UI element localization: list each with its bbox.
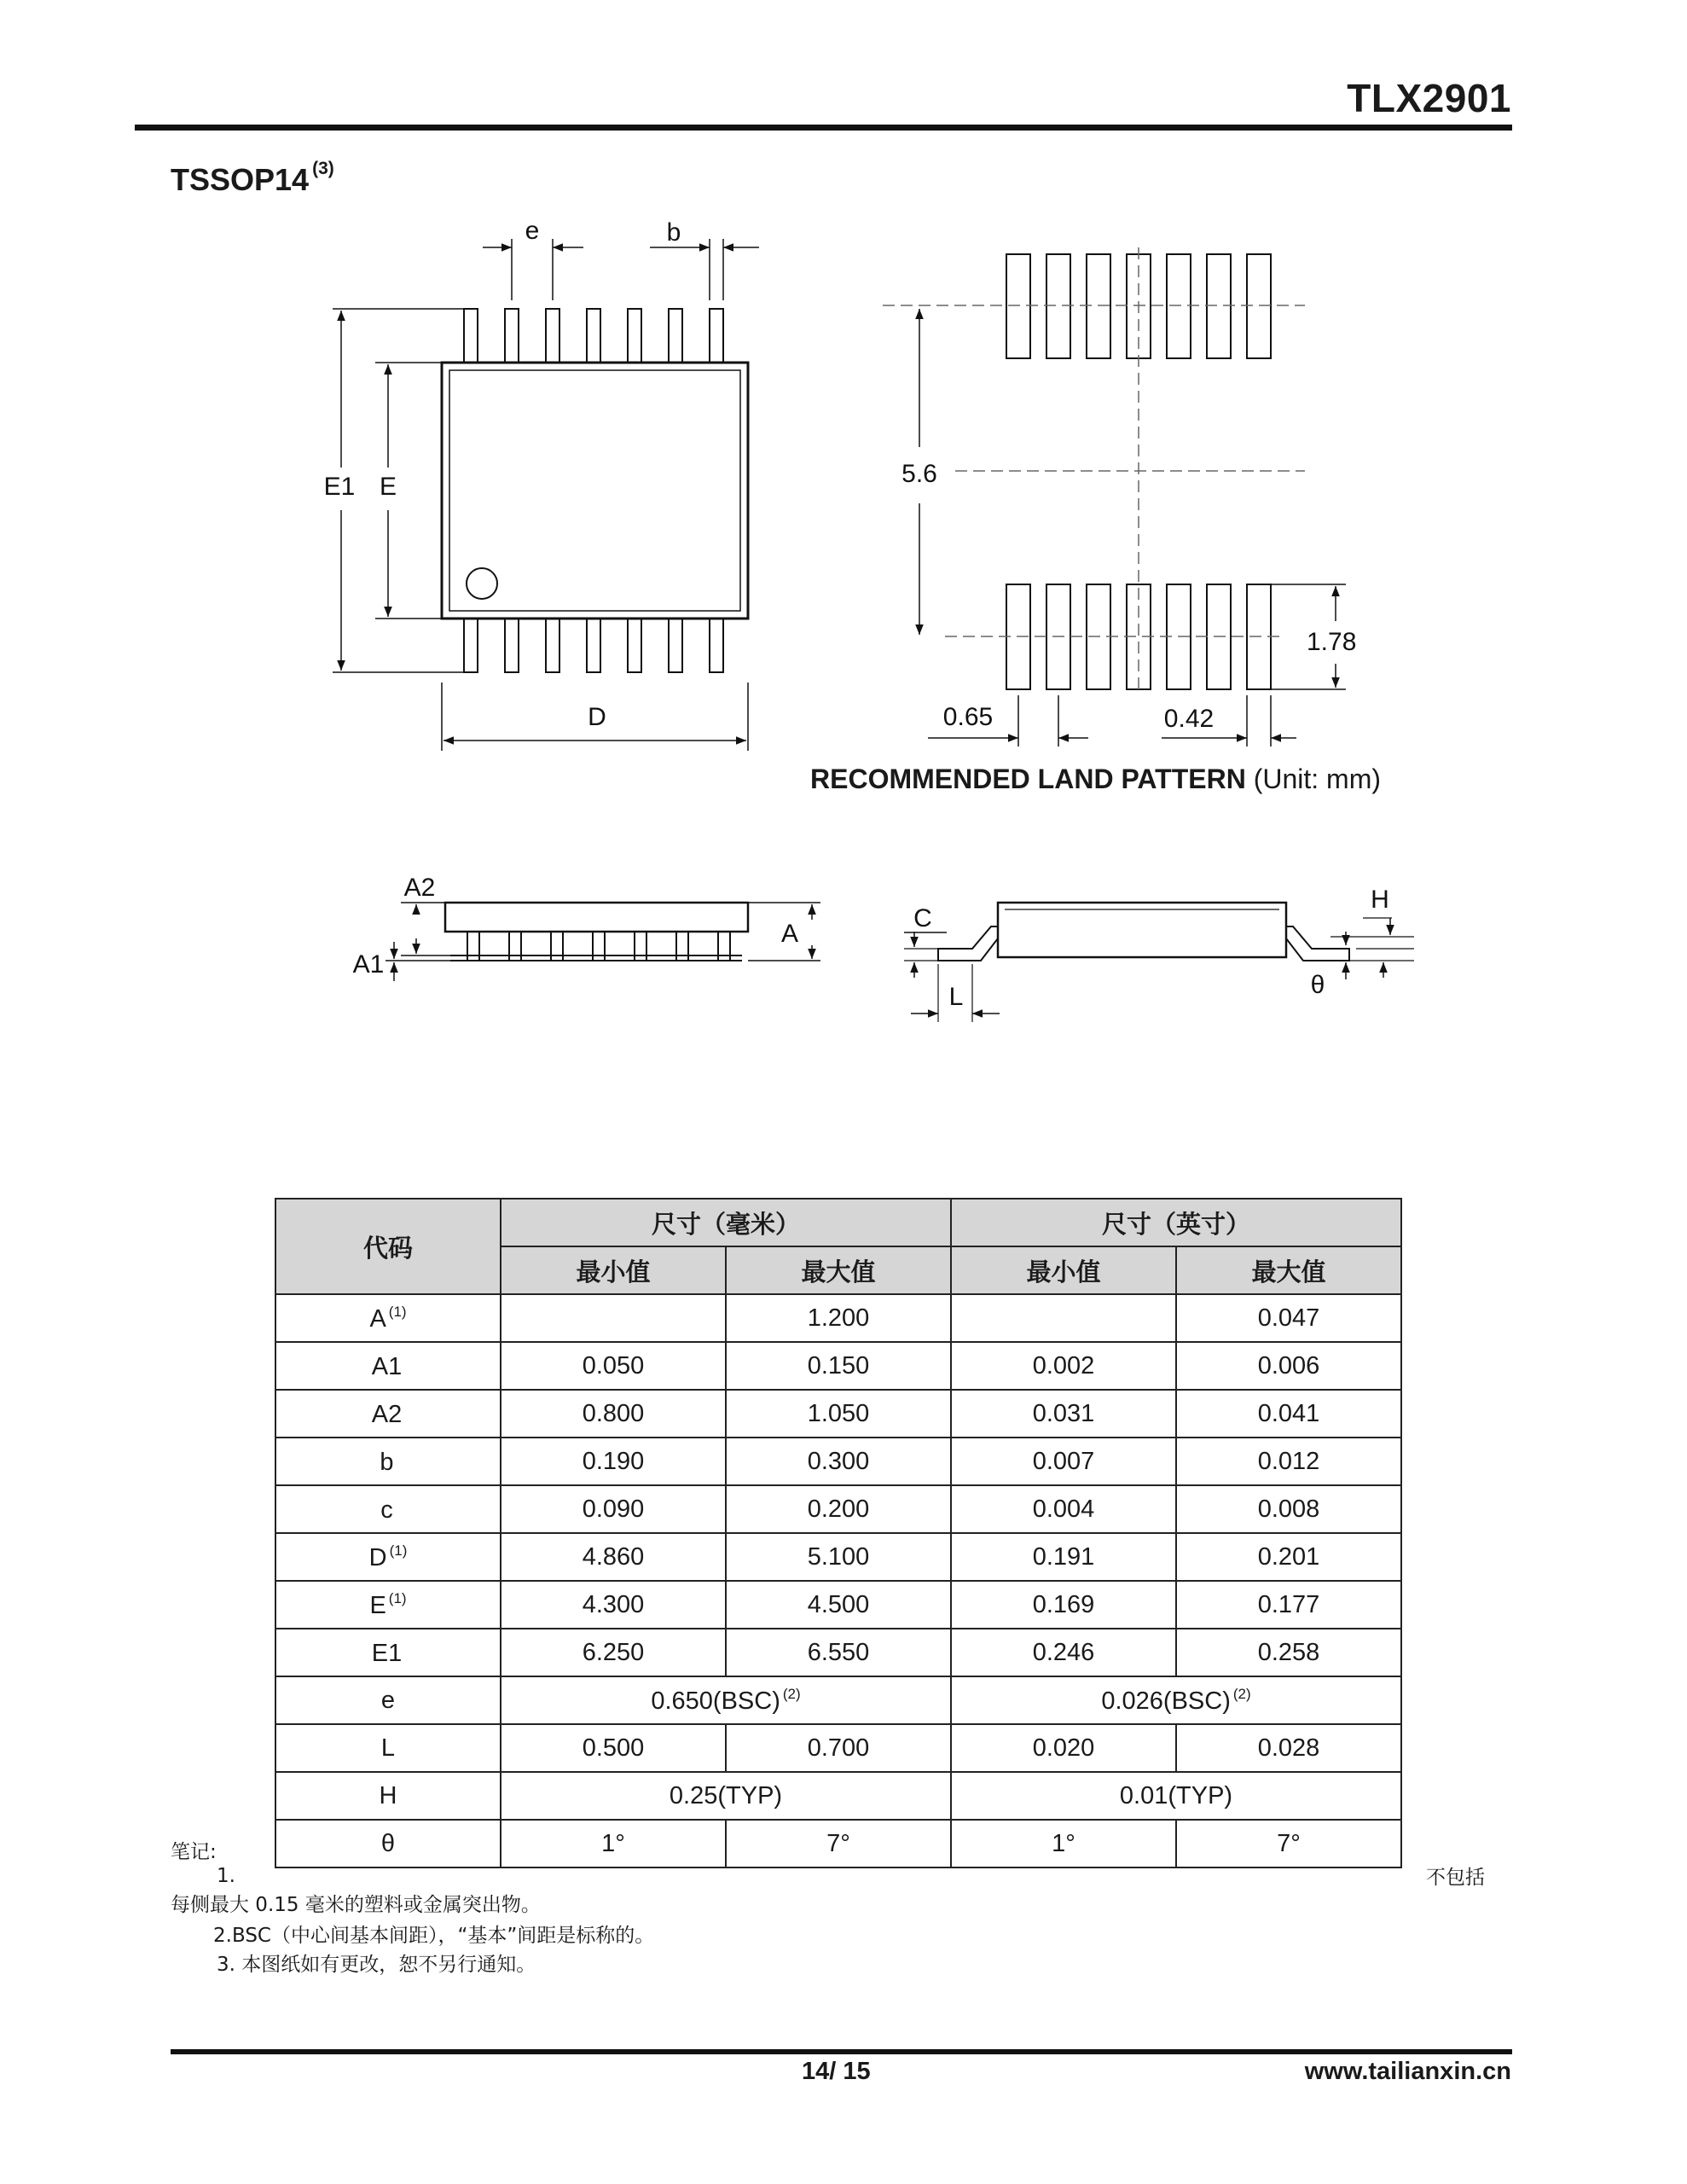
land-pattern-caption-title: RECOMMENDED LAND PATTERN: [810, 764, 1246, 794]
cell-in-max: 0.047: [1176, 1294, 1401, 1342]
label-l: L: [948, 983, 964, 1011]
header-in-min: 最小值: [951, 1246, 1176, 1294]
cell-mm-min: 0.500: [501, 1724, 726, 1772]
table-row-theta: [275, 1820, 1401, 1867]
row-code: θ: [275, 1820, 501, 1867]
row-code: A2: [275, 1390, 501, 1438]
label-theta: θ: [1310, 971, 1325, 999]
table-row-l: [275, 1724, 1401, 1772]
label-h: H: [1371, 886, 1389, 914]
row-code: c: [275, 1485, 501, 1533]
label-e1: E1: [323, 473, 356, 501]
cell-in-min: 0.246: [951, 1629, 1176, 1676]
document-title: TLX2901: [1347, 76, 1511, 120]
row-code: b: [275, 1438, 501, 1485]
cell-mm-min: 0.800: [501, 1390, 726, 1438]
cell-mm-max: 4.500: [726, 1581, 951, 1629]
cell-mm-min: 0.090: [501, 1485, 726, 1533]
label-e-body: E: [379, 473, 397, 501]
header-code: 代码: [275, 1199, 501, 1294]
note-1-tail: 不包括: [1426, 1867, 1485, 1889]
row-code: E1: [275, 1629, 501, 1676]
label-b: b: [666, 218, 681, 247]
dimensions-table: [275, 1198, 1402, 1868]
cell-in-max: 0.177: [1176, 1581, 1401, 1629]
website-url: www.tailianxin.cn: [1304, 2058, 1511, 2085]
lead-detail-view: [904, 886, 1414, 1022]
cell-in-min: [951, 1294, 1176, 1342]
label-d: D: [588, 703, 606, 731]
cell-mm-max: 0.300: [726, 1438, 951, 1485]
cell-in-min: 0.191: [951, 1533, 1176, 1581]
table-row: [275, 1294, 1401, 1342]
notes-label: 笔记:: [171, 1841, 217, 1863]
page-number: 14/ 15: [802, 2058, 871, 2085]
cell-mm-max: 1.200: [726, 1294, 951, 1342]
cell-in-max: 0.258: [1176, 1629, 1401, 1676]
table-row: [275, 1581, 1401, 1629]
row-code: H: [275, 1772, 501, 1820]
cell-in-min: 1°: [951, 1820, 1176, 1867]
table-row: [275, 1438, 1401, 1485]
note-1-number: 1.: [217, 1865, 235, 1887]
cell-in-min: 0.007: [951, 1438, 1176, 1485]
table-row: [275, 1533, 1401, 1581]
cell-in-max: 0.008: [1176, 1485, 1401, 1533]
cell-in-max: 0.028: [1176, 1724, 1401, 1772]
table-header-row: [275, 1199, 1401, 1246]
cell-mm-typ: 0.25(TYP): [501, 1772, 951, 1820]
label-c: C: [913, 904, 932, 932]
cell-mm-min: 6.250: [501, 1629, 726, 1676]
row-code: L: [275, 1724, 501, 1772]
cell-in-max: 0.012: [1176, 1438, 1401, 1485]
row-code: A $^{(1)}$: [275, 1294, 501, 1342]
note-2-text: 2.BSC（中心间基本间距），“基本”间距是标称的。: [213, 1925, 655, 1947]
value-0-65: 0.65: [942, 703, 994, 731]
cell-in-min: 0.002: [951, 1342, 1176, 1390]
header-mm-min: 最小值: [501, 1246, 726, 1294]
cell-in-max: 0.006: [1176, 1342, 1401, 1390]
label-a: A: [780, 920, 799, 948]
land-pattern: [883, 247, 1356, 746]
row-code: D $^{(1)}$: [275, 1533, 501, 1581]
table-row: [275, 1390, 1401, 1438]
table-row-e: [275, 1676, 1401, 1724]
cell-mm-max: 7°: [726, 1820, 951, 1867]
cell-in-max: 0.041: [1176, 1390, 1401, 1438]
package-name: TSSOP14: [171, 162, 310, 197]
cell-in-min: 0.020: [951, 1724, 1176, 1772]
header-inch-group: 尺寸（英寸）: [951, 1199, 1401, 1246]
value-0-42: 0.42: [1163, 705, 1215, 733]
value-5-6: 5.6: [901, 460, 937, 488]
cell-mm-min: [501, 1294, 726, 1342]
cell-mm-max: 1.050: [726, 1390, 951, 1438]
label-a1: A1: [352, 950, 385, 979]
cell-mm-max: 0.200: [726, 1485, 951, 1533]
cell-mm-max: 6.550: [726, 1629, 951, 1676]
cell-mm-max: 0.150: [726, 1342, 951, 1390]
header-in-max: 最大值: [1176, 1246, 1401, 1294]
package-note-ref: (3): [312, 159, 334, 178]
cell-mm-bsc: 0.650(BSC) $^{(2)}$: [501, 1676, 951, 1724]
footer-rule: [171, 2049, 1512, 2054]
cell-mm-min: 1°: [501, 1820, 726, 1867]
note-3-text: 3. 本图纸如有更改，恕不另行通知。: [217, 1954, 536, 1976]
label-a2: A2: [403, 874, 436, 902]
row-code: E $^{(1)}$: [275, 1581, 501, 1629]
cell-in-min: 0.031: [951, 1390, 1176, 1438]
table-row: [275, 1485, 1401, 1533]
top-view: [324, 217, 759, 751]
land-pattern-caption-unit: (Unit: mm): [1253, 764, 1381, 794]
row-code: e: [275, 1676, 501, 1724]
row-code: A1: [275, 1342, 501, 1390]
cell-in-min: 0.169: [951, 1581, 1176, 1629]
side-view: [353, 874, 820, 981]
table-row-h: [275, 1772, 1401, 1820]
cell-mm-min: 0.190: [501, 1438, 726, 1485]
cell-mm-min: 0.050: [501, 1342, 726, 1390]
cell-in-bsc: 0.026(BSC) $^{(2)}$: [951, 1676, 1401, 1724]
land-pattern-caption: [810, 764, 1381, 795]
table-row: [275, 1629, 1401, 1676]
cell-in-max: 7°: [1176, 1820, 1401, 1867]
package-drawing: [0, 0, 1687, 1075]
cell-mm-max: 0.700: [726, 1724, 951, 1772]
value-1-78: 1.78: [1307, 628, 1357, 656]
label-e: e: [525, 217, 540, 245]
cell-in-min: 0.004: [951, 1485, 1176, 1533]
cell-mm-min: 4.300: [501, 1581, 726, 1629]
cell-mm-max: 5.100: [726, 1533, 951, 1581]
cell-in-max: 0.201: [1176, 1533, 1401, 1581]
table-row: [275, 1342, 1401, 1390]
cell-mm-min: 4.860: [501, 1533, 726, 1581]
header-mm-group: 尺寸（毫米）: [501, 1199, 951, 1246]
note-1-text: 每侧最大 0.15 毫米的塑料或金属突出物。: [171, 1894, 541, 1916]
header-mm-max: 最大值: [726, 1246, 951, 1294]
cell-in-typ: 0.01(TYP): [951, 1772, 1401, 1820]
